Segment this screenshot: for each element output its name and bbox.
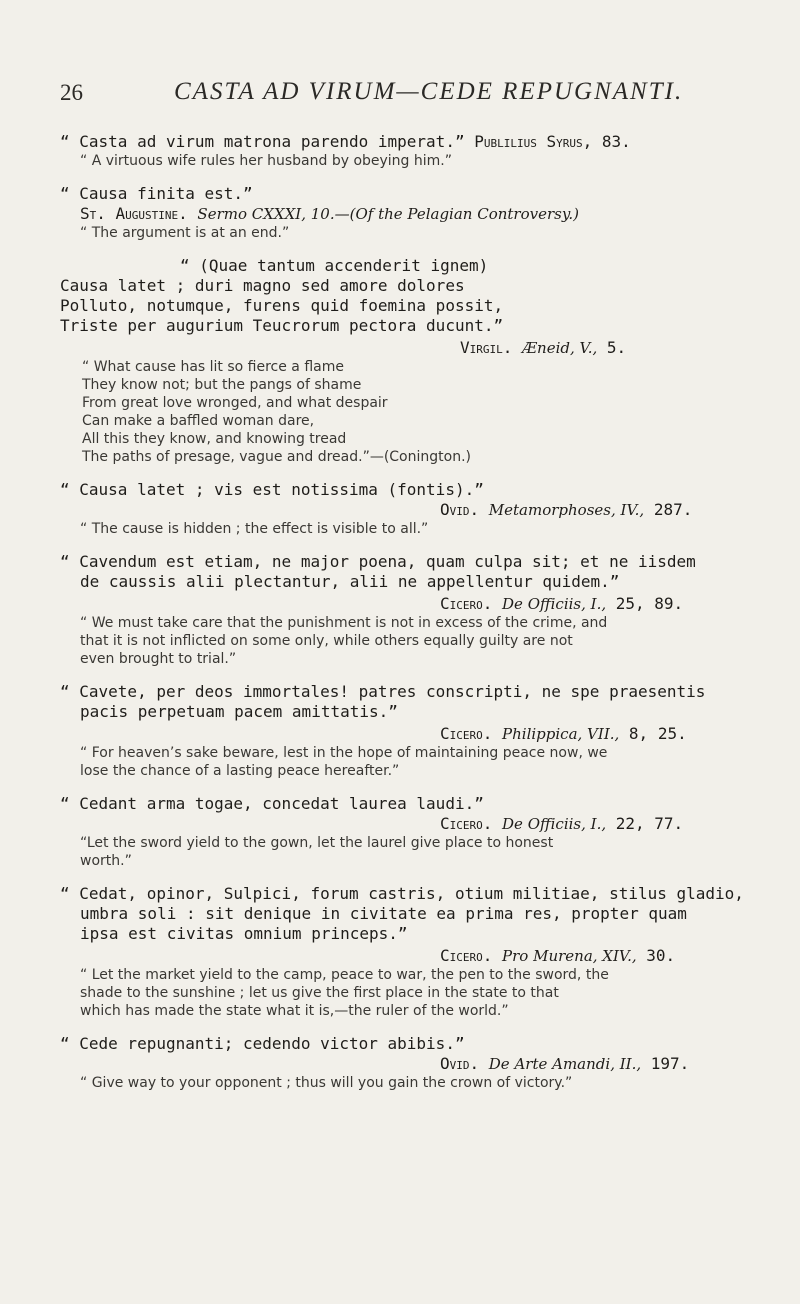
author: Cicero.: [440, 724, 493, 743]
english-verse: [60, 358, 760, 466]
reference: 10.—(Of the Pelagian Controversy.): [305, 205, 579, 223]
english-translation: “Let the sword yield to the gown, let the laurel give place to honest worth.”: [80, 835, 554, 869]
author: Ovid.: [440, 1054, 480, 1073]
quotation-entry: [60, 1034, 760, 1092]
reference: 5.: [597, 338, 627, 357]
quotation-entry: [60, 480, 760, 538]
author: St. Augustine.: [80, 204, 188, 223]
quotation-entry: [60, 552, 760, 668]
verse-line: Polluto, notumque, furens quid foemina possit,: [60, 296, 504, 315]
citation: [60, 1054, 760, 1074]
author: Cicero.: [440, 946, 493, 965]
author: Ovid.: [440, 500, 480, 519]
latin-quote: “ Causa latet ; vis est notissima (fontis).”: [60, 480, 484, 499]
quotation-entry: [60, 884, 760, 1020]
quotation-entry: [60, 132, 760, 170]
english-translation: “ A virtuous wife rules her husband by obeying him.”: [80, 153, 452, 169]
reference: 22, 77.: [606, 814, 684, 833]
work-title: De Officiis, I.,: [502, 595, 607, 613]
citation: [60, 338, 760, 358]
work-title: Pro Murena, XIV.,: [502, 947, 637, 965]
reference: 8, 25.: [619, 724, 687, 743]
latin-quote: “ Causa finita est.”: [60, 184, 253, 203]
citation: [60, 724, 760, 744]
english-translation: “ We must take care that the punishment is not in excess of the crime, and that it is not inflicted on some only, while others equally guilty are not even brought to trial.”: [80, 615, 608, 667]
page-header: [60, 76, 760, 112]
reference: 287.: [644, 500, 693, 519]
verse-line: Causa latet ; duri magno sed amore dolores: [60, 276, 465, 295]
work-title: Æneid, V.,: [522, 339, 598, 357]
verse-line: From great love wronged, and what despair: [82, 395, 388, 411]
latin-quote: “ Casta ad virum matrona parendo imperat.” Publilius Syrus, 83.: [60, 132, 631, 151]
english-translation: “ The argument is at an end.”: [80, 225, 290, 241]
verse-line: They know not; but the pangs of shame: [82, 377, 362, 393]
latin-quote: “ Cede repugnanti; cedendo victor abibis.”: [60, 1034, 465, 1053]
work-title: Sermo CXXXI,: [197, 205, 306, 223]
work-title: De Officiis, I.,: [502, 815, 607, 833]
author: Publilius Syrus,: [474, 132, 593, 151]
verse-line: The paths of presage, vague and dread.”—(Conington.): [82, 449, 471, 465]
latin-quote: “ Cedant arma togae, concedat laurea laudi.”: [60, 794, 484, 813]
latin-quote: “ Cavete, per deos immortales! patres conscripti, ne spe praesentis pacis perpetuam pacem amittatis.”: [60, 682, 706, 721]
citation: [474, 132, 631, 151]
citation: [60, 946, 760, 966]
running-title: CASTA AD VIRUM—CEDE REPUGNANTI.: [174, 78, 684, 105]
quotation-entry: [60, 184, 760, 242]
latin-verse: [60, 256, 760, 336]
verse-line: Triste per augurium Teucrorum pectora ducunt.”: [60, 316, 504, 335]
work-title: Metamorphoses, IV.,: [488, 501, 645, 519]
author: Cicero.: [440, 594, 493, 613]
english-translation: “ The cause is hidden ; the effect is visible to all.”: [80, 521, 429, 537]
latin-quote: “ Cedat, opinor, Sulpici, forum castris, otium militiae, stilus gladio, umbra soli : sit denique in civitate ea prima res, propter quam ipsa est civitas omnium princeps.”: [60, 884, 744, 943]
citation: [60, 814, 760, 834]
reference: 197.: [641, 1054, 690, 1073]
author: Virgil.: [460, 338, 513, 357]
quotation-entry: [60, 256, 760, 466]
latin-quote: “ Cavendum est etiam, ne major poena, quam culpa sit; et ne iisdem de caussis alii plectantur, alii ne appellentur quidem.”: [60, 552, 696, 591]
reference: 25, 89.: [606, 594, 684, 613]
quotation-list: [60, 132, 760, 1092]
citation: [60, 500, 760, 520]
reference: 30.: [636, 946, 676, 965]
work-title: De Arte Amandi, II.,: [488, 1055, 642, 1073]
work-title: Philippica, VII.,: [502, 725, 620, 743]
english-translation: “ For heaven’s sake beware, lest in the hope of maintaining peace now, we lose the chance of a lasting peace hereafter.”: [80, 745, 608, 779]
verse-line: “ (Quae tantum accenderit ignem): [180, 256, 489, 275]
verse-line: All this they know, and knowing tread: [82, 431, 347, 447]
quotation-entry: [60, 682, 760, 780]
author: Cicero.: [440, 814, 493, 833]
english-translation: “ Let the market yield to the camp, peace to war, the pen to the sword, the shade to the sunshine ; let us give the first place in the state to that which has made the state what it is,—the ruler of the world.”: [80, 967, 609, 1019]
citation: [60, 204, 760, 224]
english-translation: “ Give way to your opponent ; thus will you gain the crown of victory.”: [80, 1075, 573, 1091]
verse-line: “ What cause has lit so fierce a flame: [82, 359, 344, 375]
quotation-entry: [60, 794, 760, 870]
verse-line: Can make a baffled woman dare,: [82, 413, 315, 429]
citation: [60, 594, 760, 614]
page-number: 26: [60, 80, 83, 105]
reference: 83.: [601, 132, 631, 151]
